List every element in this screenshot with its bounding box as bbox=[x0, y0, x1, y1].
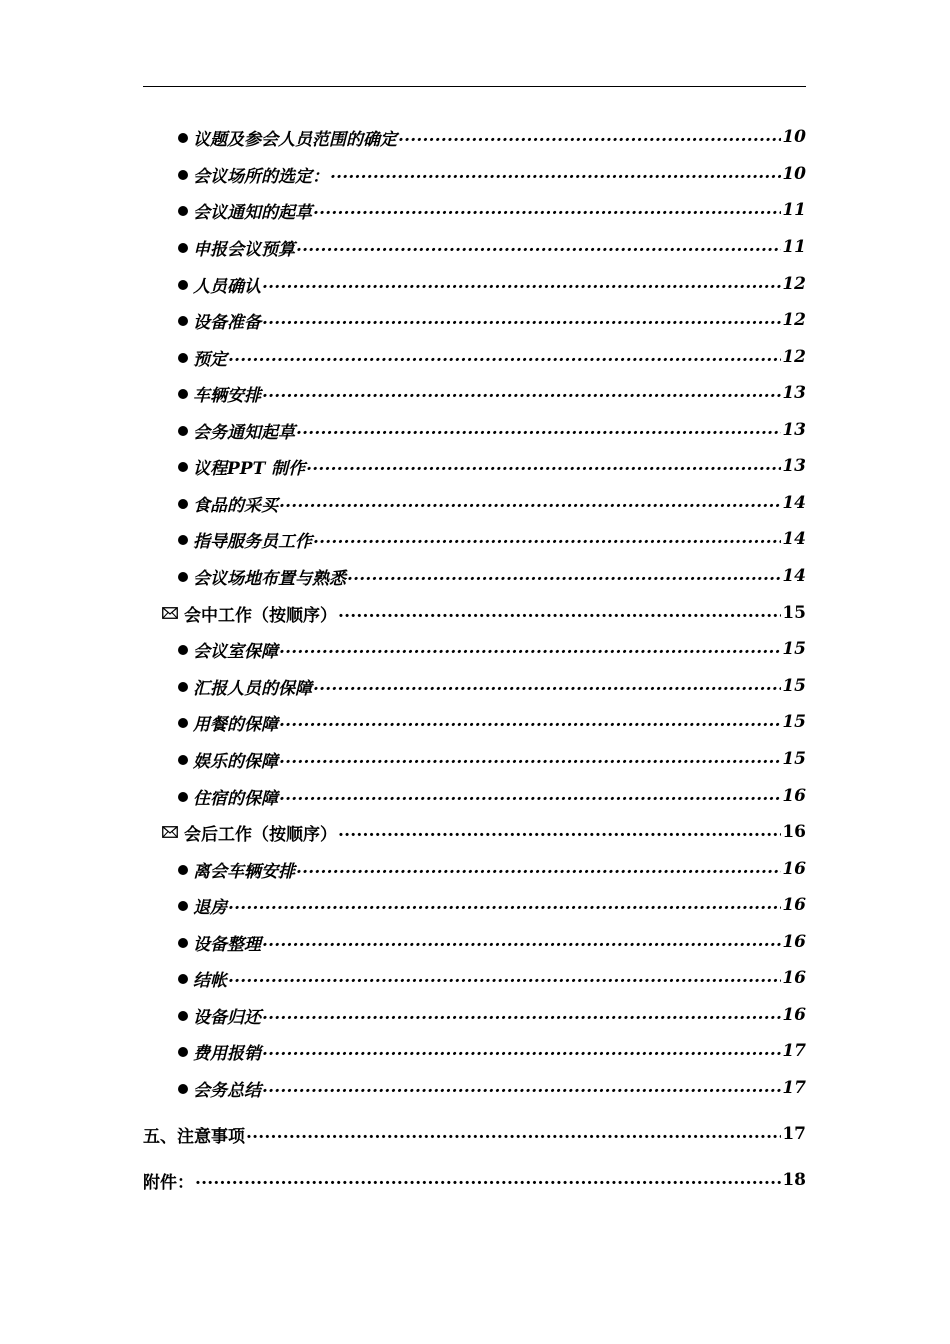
toc-page-number: 15 bbox=[782, 749, 806, 769]
bullet-icon bbox=[178, 1011, 188, 1021]
toc-entry[interactable] bbox=[178, 929, 806, 955]
toc-page-number: 16 bbox=[782, 822, 806, 842]
bullet-icon bbox=[178, 792, 188, 802]
toc-page-number: 16 bbox=[782, 1005, 806, 1025]
bullet-icon bbox=[178, 353, 188, 363]
toc-page-number: 16 bbox=[782, 932, 806, 952]
toc-page-number: 10 bbox=[782, 127, 806, 147]
dot-leader bbox=[228, 968, 781, 988]
toc-entry[interactable] bbox=[178, 271, 806, 297]
bullet-icon bbox=[178, 1047, 188, 1057]
bullet-icon bbox=[178, 1084, 188, 1094]
toc-entry[interactable] bbox=[143, 1167, 806, 1193]
toc-entry-label: 设备整理 bbox=[193, 934, 261, 955]
toc-page-number: 16 bbox=[782, 859, 806, 879]
toc-entry[interactable] bbox=[178, 783, 806, 809]
dot-leader bbox=[296, 420, 781, 440]
toc-entry[interactable] bbox=[160, 819, 806, 845]
dot-leader bbox=[279, 639, 781, 659]
bullet-icon bbox=[178, 426, 188, 436]
toc-entry[interactable] bbox=[178, 1075, 806, 1101]
toc-page-number: 14 bbox=[782, 566, 806, 586]
envelope-icon bbox=[162, 607, 178, 619]
bullet-icon bbox=[178, 462, 188, 472]
toc-page-number: 11 bbox=[782, 200, 806, 220]
dot-leader bbox=[313, 200, 781, 220]
toc-entry-label: 娱乐的保障 bbox=[193, 751, 278, 772]
toc-page-number: 13 bbox=[782, 456, 806, 476]
bullet-icon bbox=[178, 974, 188, 984]
toc-entry-label: 预定 bbox=[193, 349, 227, 370]
toc-page-number: 12 bbox=[782, 347, 806, 367]
toc-entry[interactable] bbox=[178, 197, 806, 223]
toc-entry-label: 离会车辆安排 bbox=[193, 861, 295, 882]
toc-page-number: 12 bbox=[782, 310, 806, 330]
toc-entry-label: 会议通知的起草 bbox=[193, 202, 312, 223]
toc-entry-label: 申报会议预算 bbox=[193, 239, 295, 260]
dot-leader bbox=[279, 786, 781, 806]
bullet-icon bbox=[178, 572, 188, 582]
toc-entry-label: 费用报销 bbox=[193, 1043, 261, 1064]
dot-leader bbox=[228, 895, 781, 915]
toc-entry-label: 五、注意事项 bbox=[143, 1126, 245, 1147]
toc-page-number: 17 bbox=[782, 1124, 806, 1144]
dot-leader bbox=[296, 859, 781, 879]
toc-entry-label: 人员确认 bbox=[193, 276, 261, 297]
toc-entry-label: 会议室保障 bbox=[193, 641, 278, 662]
toc-page-number: 16 bbox=[782, 968, 806, 988]
toc-entry-label: 议程PPT 制作 bbox=[193, 458, 306, 479]
bullet-icon bbox=[178, 389, 188, 399]
toc-entry-label: 车辆安排 bbox=[193, 385, 261, 406]
toc-page-number: 14 bbox=[782, 529, 806, 549]
toc-entry-label: 会后工作（按顺序） bbox=[184, 824, 337, 845]
toc-entry-label: 设备归还 bbox=[193, 1007, 261, 1028]
toc-entry-label: 会议场地布置与熟悉 bbox=[193, 568, 346, 589]
toc-page-number: 17 bbox=[782, 1041, 806, 1061]
bullet-icon bbox=[178, 535, 188, 545]
dot-leader bbox=[262, 274, 781, 294]
dot-leader bbox=[262, 1005, 781, 1025]
toc-entry-label: 设备准备 bbox=[193, 312, 261, 333]
toc-entry-label: 退房 bbox=[193, 897, 227, 918]
bullet-icon bbox=[178, 499, 188, 509]
toc-entry-label: 附件： bbox=[143, 1172, 194, 1193]
toc-page-number: 15 bbox=[782, 639, 806, 659]
toc-entry[interactable] bbox=[178, 965, 806, 991]
header-rule bbox=[143, 86, 806, 87]
dot-leader bbox=[262, 383, 781, 403]
toc-entry[interactable] bbox=[178, 161, 806, 187]
toc-entry[interactable] bbox=[178, 709, 806, 735]
bullet-icon bbox=[178, 243, 188, 253]
toc-page-number: 13 bbox=[782, 420, 806, 440]
toc-entry[interactable] bbox=[160, 600, 806, 626]
dot-leader bbox=[279, 749, 781, 769]
bullet-icon bbox=[178, 865, 188, 875]
bullet-icon bbox=[178, 316, 188, 326]
dot-leader bbox=[262, 932, 781, 952]
toc-page-number: 10 bbox=[782, 164, 806, 184]
toc-entry-label: 会务通知起草 bbox=[193, 422, 295, 443]
bullet-icon bbox=[178, 280, 188, 290]
toc-entry[interactable] bbox=[178, 746, 806, 772]
toc-entry-label: 食品的采买 bbox=[193, 495, 278, 516]
dot-leader bbox=[306, 456, 781, 476]
bullet-icon bbox=[178, 901, 188, 911]
bullet-icon bbox=[178, 938, 188, 948]
toc-page-number: 15 bbox=[782, 676, 806, 696]
toc-entry-label: 用餐的保障 bbox=[193, 714, 278, 735]
toc-page-number: 17 bbox=[782, 1078, 806, 1098]
toc-entry[interactable] bbox=[178, 234, 806, 260]
toc-entry[interactable] bbox=[178, 673, 806, 699]
dot-leader bbox=[262, 1078, 781, 1098]
toc-page-number: 14 bbox=[782, 493, 806, 513]
toc-page-number: 16 bbox=[782, 786, 806, 806]
bullet-icon bbox=[178, 682, 188, 692]
dot-leader bbox=[262, 1041, 781, 1061]
toc-entry[interactable] bbox=[178, 453, 806, 479]
toc-page-number: 12 bbox=[782, 274, 806, 294]
toc-entry-label: 指导服务员工作 bbox=[193, 531, 312, 552]
toc-entry-label: 汇报人员的保障 bbox=[193, 678, 312, 699]
dot-leader bbox=[330, 164, 781, 184]
bullet-icon bbox=[178, 170, 188, 180]
toc-entry[interactable] bbox=[178, 490, 806, 516]
dot-leader bbox=[228, 347, 781, 367]
bullet-icon bbox=[178, 645, 188, 655]
toc-page-number: 13 bbox=[782, 383, 806, 403]
dot-leader bbox=[313, 529, 781, 549]
toc-entry[interactable] bbox=[178, 563, 806, 589]
toc-entry[interactable] bbox=[178, 526, 806, 552]
toc-entry[interactable] bbox=[178, 1038, 806, 1064]
dot-leader bbox=[246, 1124, 781, 1144]
toc-entry[interactable] bbox=[178, 1002, 806, 1028]
bullet-icon bbox=[178, 755, 188, 765]
toc-entry[interactable] bbox=[178, 307, 806, 333]
dot-leader bbox=[279, 712, 781, 732]
toc-entry[interactable] bbox=[143, 1121, 806, 1147]
envelope-icon bbox=[162, 826, 178, 838]
toc-page-number: 15 bbox=[782, 712, 806, 732]
toc-entry[interactable] bbox=[178, 124, 806, 150]
toc-entry[interactable] bbox=[178, 380, 806, 406]
bullet-icon bbox=[178, 206, 188, 216]
toc-entry-label: 议题及参会人员范围的确定 bbox=[193, 129, 397, 150]
toc-entry[interactable] bbox=[178, 856, 806, 882]
dot-leader bbox=[338, 822, 781, 842]
dot-leader bbox=[262, 310, 781, 330]
toc-page-number: 15 bbox=[782, 603, 806, 623]
dot-leader bbox=[313, 676, 781, 696]
toc-entry-label: 会议场所的选定： bbox=[193, 166, 329, 187]
toc-page-number: 16 bbox=[782, 895, 806, 915]
toc-entry[interactable] bbox=[178, 892, 806, 918]
toc-entry-label: 会务总结 bbox=[193, 1080, 261, 1101]
toc-page-number: 11 bbox=[782, 237, 806, 257]
toc-entry-label: 结帐 bbox=[193, 970, 227, 991]
bullet-icon bbox=[178, 133, 188, 143]
bullet-icon bbox=[178, 718, 188, 728]
toc-entry[interactable] bbox=[178, 417, 806, 443]
toc-entry-label: 会中工作（按顺序） bbox=[184, 605, 337, 626]
dot-leader bbox=[296, 237, 781, 257]
dot-leader bbox=[398, 127, 781, 147]
toc-page-number: 18 bbox=[782, 1170, 806, 1190]
dot-leader bbox=[279, 493, 781, 513]
toc-entry[interactable] bbox=[178, 344, 806, 370]
dot-leader bbox=[338, 603, 781, 623]
dot-leader bbox=[195, 1170, 781, 1190]
toc-entry[interactable] bbox=[178, 636, 806, 662]
dot-leader bbox=[347, 566, 781, 586]
toc-entry-label: 住宿的保障 bbox=[193, 788, 278, 809]
